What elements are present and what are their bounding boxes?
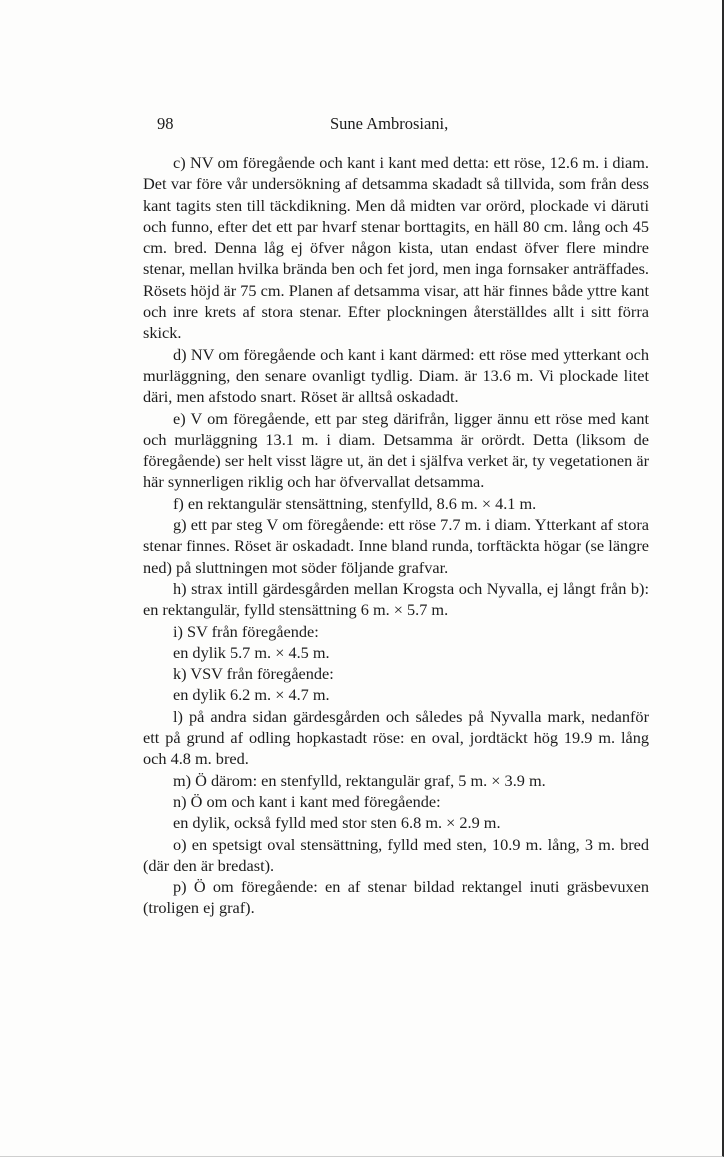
paragraph-o: o) en spetsigt oval stensättning, fylld med sten, 10.9 m. lång, 3 m. bred (där den är bredast). — [143, 834, 649, 875]
paragraph-k-detail: en dylik 6.2 m. × 4.7 m. — [173, 685, 330, 705]
paragraph-p: p) Ö om föregående: en af stenar bildad rektangel inuti gräsbevuxen (troligen ej graf). — [143, 877, 649, 918]
paragraph-l: l) på andra sidan gärdesgården och således på Nyvalla mark, nedanför ett på grund af odling hopkastadt röse: en oval, jordtäckt hög 19.9 m. lång och 4.8 m. bred. — [143, 706, 649, 769]
paragraph-h: h) strax intill gärdesgården mellan Krogsta och Nyvalla, ej långt från b): en rektangulär, fylld stensättning 6 m. × 5.7 m. — [143, 578, 649, 620]
paragraph-n: n) Ö om och kant i kant med föregående: — [173, 791, 441, 811]
page-header — [142, 114, 650, 138]
paragraph-d: d) NV om föregående och kant i kant därmed: ett röse med ytterkant och murläggning, den senare ovanligt tydlig. Diam. är 13.6 m. Vi plockade litet däri, men afstodo snart. Röset är alltså oskadadt. — [143, 344, 649, 407]
paragraph-c: c) NV om föregående och kant i kant med detta: ett röse, 12.6 m. i diam. Det var före vår undersökning af detsamma skadadt så tillvida, som från dess kant tagits sten till täckdikning. Men då midten var orörd, plockade vi däruti och funno, efter det ett par hvarf stenar borttagits, en häll 80 cm. lång och 45 cm. bred. Denna låg ej öfver någon kista, utan endast öfver flere mindre stenar, mellan hvilka brända ben och fet jord, men inga fornsaker anträffades. Rösets höjd är 75 cm. Planen af detsamma visar, att här finnes både yttre kant och inre krets af stora stenar. Efter plockningen återställdes allt i sitt förra skick. — [143, 153, 649, 343]
paragraph-k: k) VSV från föregående: — [173, 664, 334, 684]
paragraph-m: m) Ö därom: en stenfylld, rektangulär graf, 5 m. × 3.9 m. — [173, 770, 546, 790]
paragraph-i-detail: en dylik 5.7 m. × 4.5 m. — [173, 642, 330, 662]
paragraph-e: e) V om föregående, ett par steg därifrån, ligger ännu ett röse med kant och murläggning 13.1 m. i diam. Detsamma är orördt. Detta (liksom de föregående) ser helt visst lägre ut, än det i själfva verket är, ty vegetationen är här synnerligen riklig och har öfvervallat detsamma. — [143, 408, 649, 492]
paragraph-n-detail: en dylik, också fylld med stor sten 6.8 m. × 2.9 m. — [173, 813, 501, 833]
page-number: 98 — [157, 114, 174, 133]
body-text — [143, 152, 649, 919]
paragraph-f: f) en rektangulär stensättning, stenfylld, 8.6 m. × 4.1 m. — [173, 493, 537, 513]
running-title: Sune Ambrosiani, — [330, 114, 449, 133]
paragraph-i: i) SV från föregående: — [173, 621, 319, 641]
paragraph-g: g) ett par steg V om föregående: ett röse 7.7 m. i diam. Ytterkant af stora stenar finnes. Röset är oskadadt. Inne bland runda, torftäckta högar (se längre ned) på sluttningen mot söder följande grafvar. — [143, 515, 649, 577]
